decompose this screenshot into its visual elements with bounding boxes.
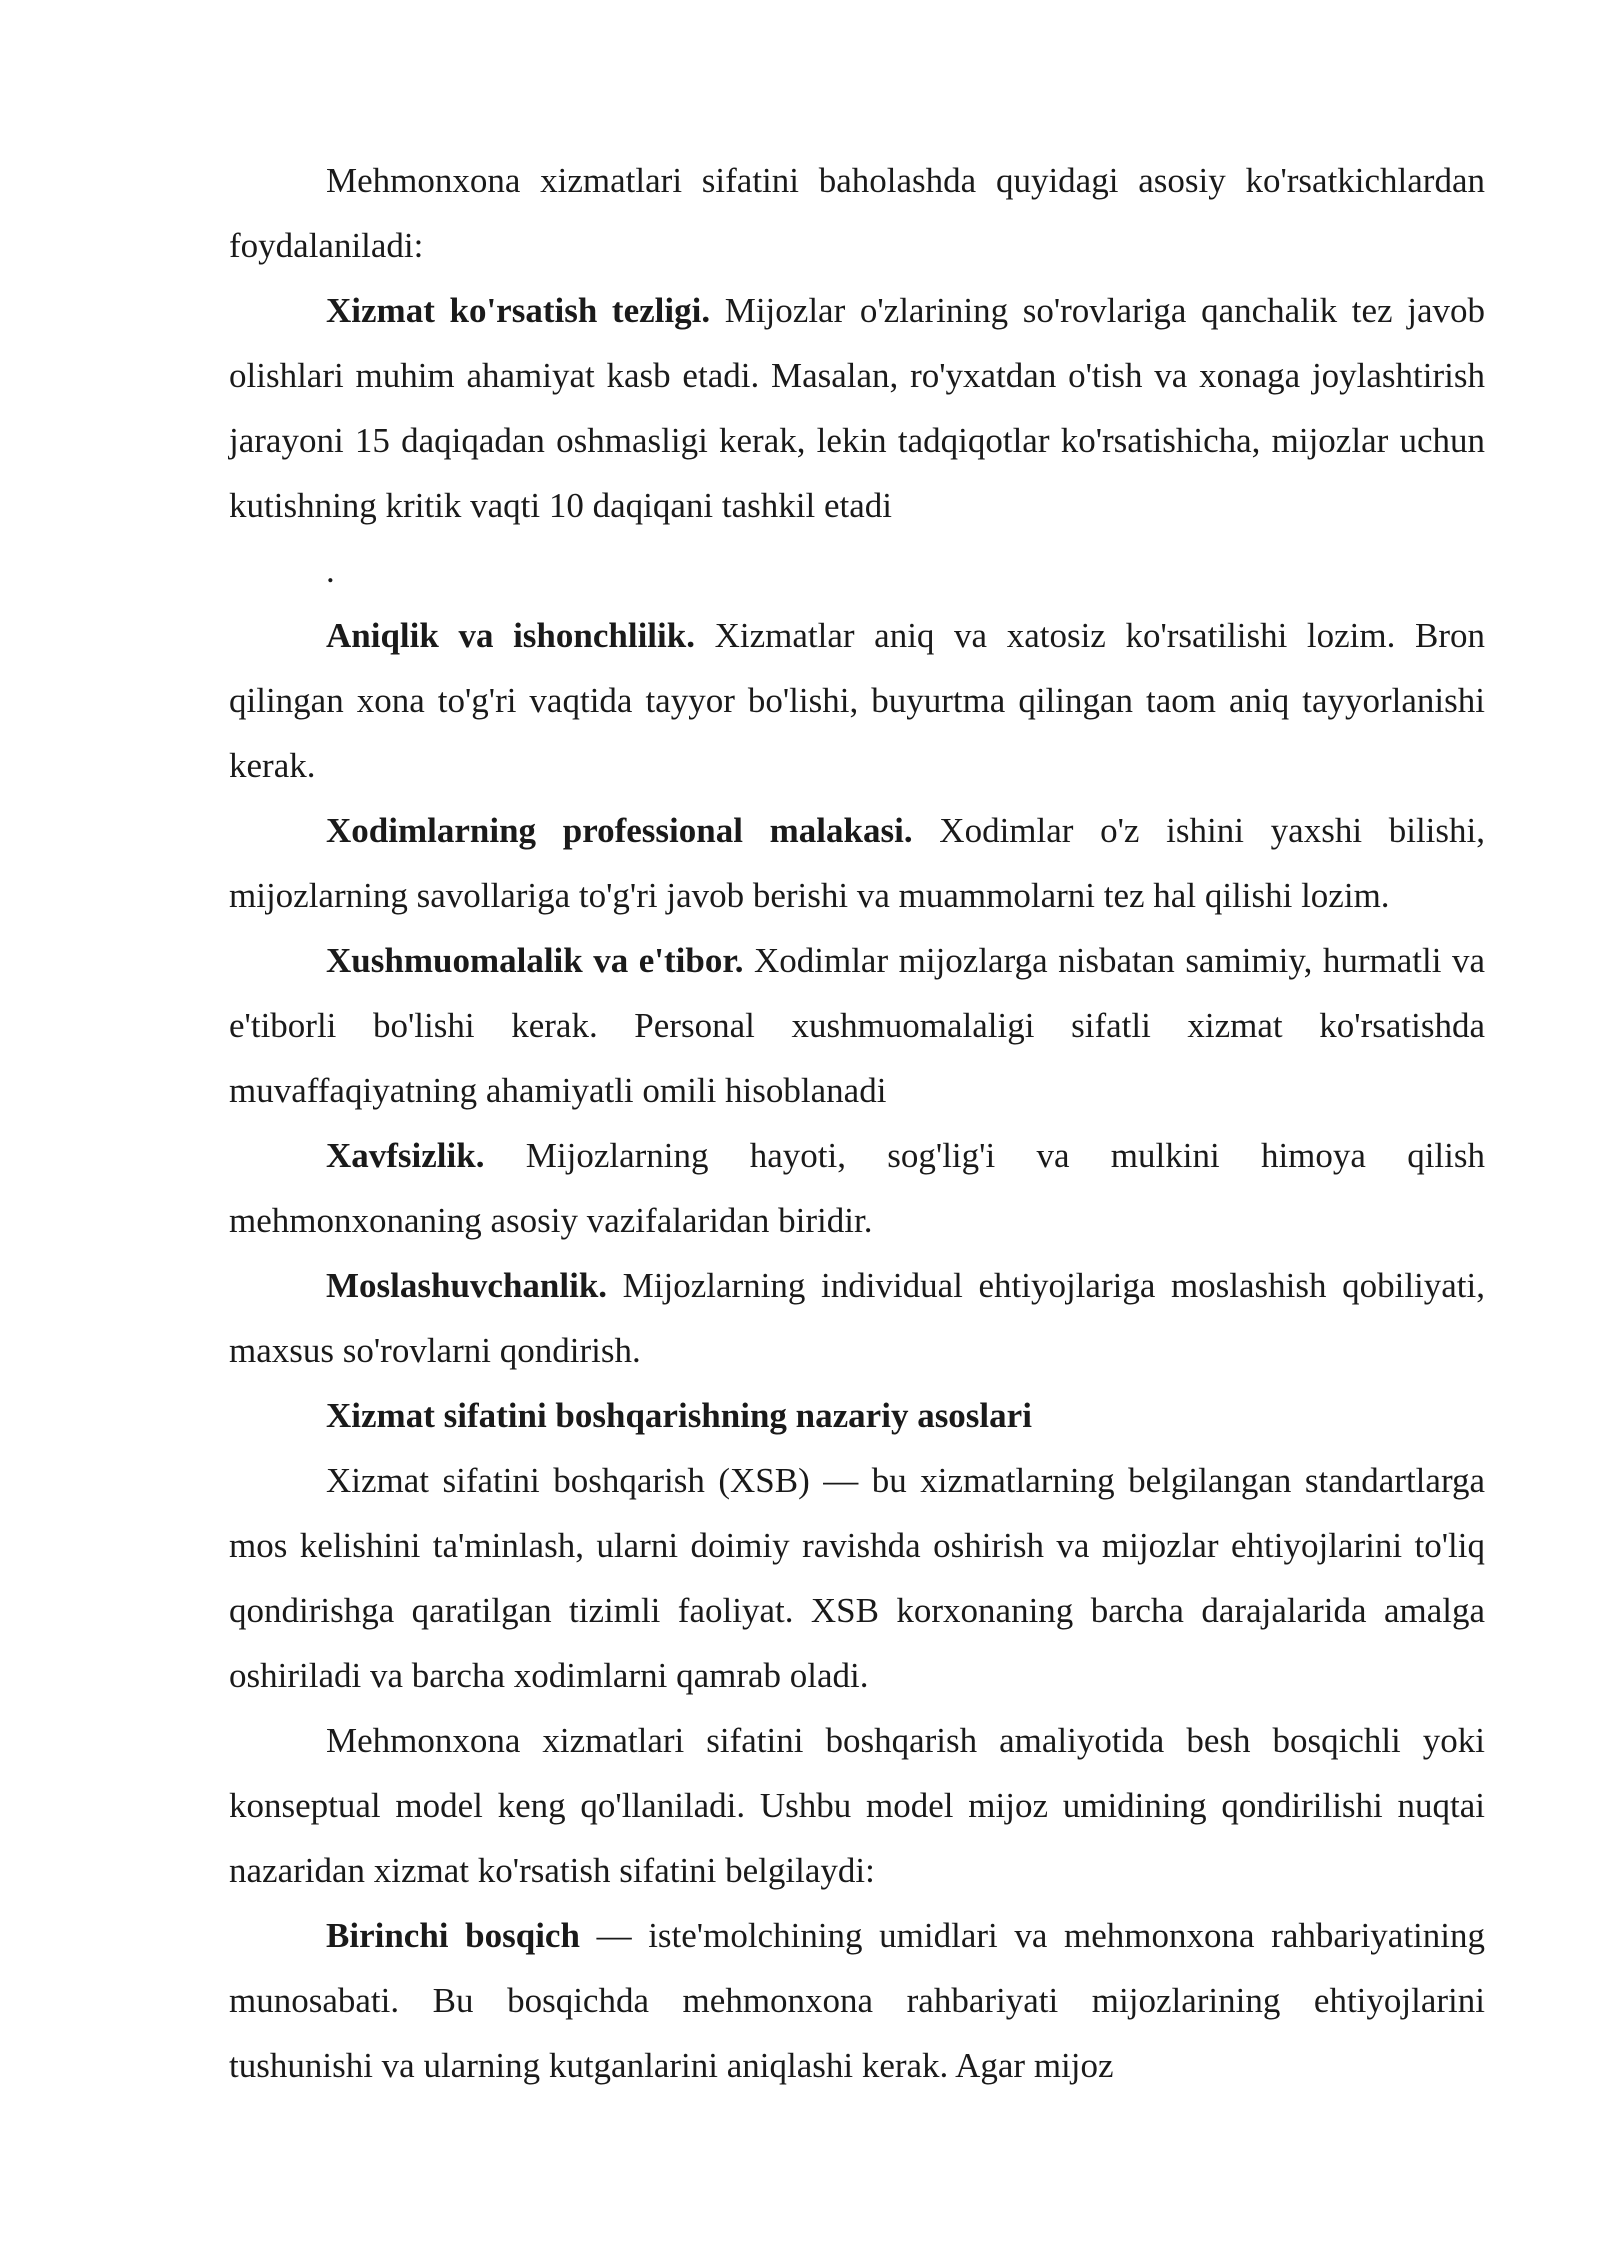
paragraph-lead: Xizmat ko'rsatish tezligi. <box>326 291 711 330</box>
paragraph-lead: Moslashuvchanlik. <box>326 1266 608 1305</box>
paragraph-text: Mijozlarning hayoti, sog'lig'i va mulkini himoya qilish mehmonxonaning asosiy vazifalaridan biridir. <box>229 1136 1485 1240</box>
paragraph-courtesy <box>229 928 1485 1123</box>
paragraph-text: Mijozlarning individual ehtiyojlariga moslashish qobiliyati, maxsus so'rovlarni qondirish. <box>229 1266 1485 1370</box>
section-heading <box>229 1383 1485 1448</box>
paragraph-text: Xodimlar mijozlarga nisbatan samimiy, hurmatli va e'tiborli bo'lishi kerak. Personal xushmuomalaligi sifatli xizmat ko'rsatishda muvaffaqiyatning ahamiyatli omili hisoblanadi <box>229 941 1485 1110</box>
paragraph-lead: Aniqlik va ishonchlilik. <box>326 616 695 655</box>
paragraph-period <box>229 538 1485 603</box>
paragraph-text: — iste'molchining umidlari va mehmonxona rahbariyatining munosabati. Bu bosqichda mehmonxona rahbariyati mijozlarining ehtiyojlarini tushunishi va ularning kutganlarini aniqlashi kerak. Agar mijoz <box>229 1916 1486 2085</box>
paragraph-text: Mijozlar o'zlarining so'rovlariga qanchalik tez javob olishlari muhim ahamiyat kasb etadi. Masalan, ro'yxatdan o'tish va xonaga joylashtirish jarayoni 15 daqiqadan oshmasligi kerak, lekin tadqiqotlar ko'rsatishicha, mijozlar uchun kutishning kritik vaqti 10 daqiqani tashkil etadi <box>229 291 1485 525</box>
paragraph-lead: Xodimlarning professional malakasi. <box>326 811 913 850</box>
paragraph-accuracy <box>229 603 1485 798</box>
paragraph-first-stage <box>229 1903 1485 2098</box>
paragraph-xsb-definition <box>229 1448 1485 1708</box>
paragraph-text: . <box>326 551 335 590</box>
paragraph-five-stage-model <box>229 1708 1485 1903</box>
paragraph-lead: Xushmuomalalik va e'tibor. <box>326 941 744 980</box>
paragraph-lead: Birinchi bosqich <box>326 1916 580 1955</box>
paragraph-service-speed <box>229 278 1485 538</box>
paragraph-safety <box>229 1123 1485 1253</box>
paragraph-lead: Xavfsizlik. <box>326 1136 485 1175</box>
paragraph-text: Xizmat sifatini boshqarish (XSB) — bu xizmatlarning belgilangan standartlarga mos kelishini ta'minlash, ularni doimiy ravishda oshirish va mijozlar ehtiyojlarini to'liq qondirishga qaratilgan tizimli faoliyat. XSB korxonaning barcha darajalarida amalga oshiriladi va barcha xodimlarni qamrab oladi. <box>229 1461 1485 1695</box>
paragraph-flexibility <box>229 1253 1485 1383</box>
heading-text: Xizmat sifatini boshqarishning nazariy asoslari <box>326 1396 1032 1435</box>
paragraph-text: Mehmonxona xizmatlari sifatini baholashda quyidagi asosiy ko'rsatkichlardan foydalaniladi: <box>229 161 1485 265</box>
document-page <box>229 148 1485 2098</box>
paragraph-text: Xodimlar o'z ishini yaxshi bilishi, mijozlarning savollariga to'g'ri javob berishi va muammolarni tez hal qilishi lozim. <box>229 811 1486 915</box>
paragraph-professionalism <box>229 798 1485 928</box>
paragraph-text: Xizmatlar aniq va xatosiz ko'rsatilishi lozim. Bron qilingan xona to'g'ri vaqtida tayyor bo'lishi, buyurtma qilingan taom aniq tayyorlanishi kerak. <box>229 616 1486 785</box>
paragraph-text: Mehmonxona xizmatlari sifatini boshqarish amaliyotida besh bosqichli yoki konseptual model keng qo'llaniladi. Ushbu model mijoz umidining qondirilishi nuqtai nazaridan xizmat ko'rsatish sifatini belgilaydi: <box>229 1721 1485 1890</box>
paragraph-intro <box>229 148 1485 278</box>
